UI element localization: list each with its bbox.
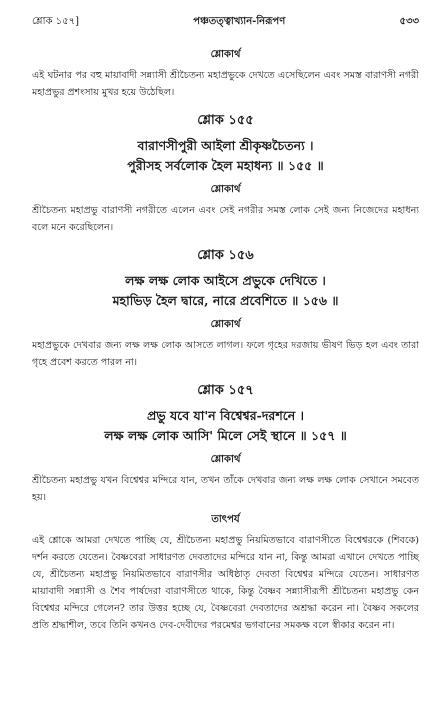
verse-line: লক্ষ লক্ষ লোক আসি' মিলে সেই স্থানে ॥ ১৫৭ ॥ — [104, 428, 347, 443]
translation-text: মহাপ্রভুকে দেখবার জন্য লক্ষ লক্ষ লোক আসতে লাগল। ফলে গৃহের দরজায় ভীষণ ভিড় হল এবং তারা গৃহে প্রবেশ করতে পারল না। — [32, 340, 419, 368]
verse-line: বারাণসীপুরী আইলা শ্রীকৃষ্ণচৈতন্য । — [137, 138, 314, 153]
translation-heading: শ্লোকার্থ — [210, 49, 241, 60]
translation-heading: শ্লোকার্থ — [210, 184, 241, 195]
text-block — [32, 182, 419, 236]
verse-block — [32, 111, 419, 176]
page-number: ৫৩৩ — [399, 16, 419, 27]
verse-title: শ্লোক ১৫৫ — [197, 113, 254, 128]
purport-heading: তাৎপর্য — [211, 514, 240, 525]
purport-text: এই শ্লোকে আমরা দেখতে পাচ্ছি যে, শ্রীচৈতন্য মহাপ্রভু নিয়মিতভাবে বারাণসীতে বিশ্বেশ্বরকে (শিবকে) দর্শন করতে যেতেন। বৈষ্ণবেরা সাধারণত দেবতাদের মন্দিরে যান না, কিন্তু আমরা এখানে দেখতে পাচ্ছি যে, শ্রীচৈতন্য মহাপ্রভু নিয়মিতভাবে বারাণসীর অধিষ্ঠাতৃ দেবতা বিশ্বেশ্বর মন্দিরে যেতেন। সাধারণত মায়াবাদী সন্ন্যাসী ও শৈব পার্ষদেরা বারাণসীতে থাকে, কিন্তু বৈষ্ণব সন্ন্যাসীরূপী শ্রীচৈতন্য মহাপ্রভু কেন বিশ্বেশ্বর মন্দিরে গেলেন? তার উত্তর হচ্ছে যে, বৈষ্ণবেরা দেবতাদের অশ্রদ্ধা করেন না। বৈষ্ণব সকলের প্রতি শ্রদ্ধাশীল, তবে তিনি কখনও দেব-দেবীদের পরমেশ্বর ভগবানের সমকক্ষ বলে স্বীকার করেন না। — [32, 535, 419, 631]
verse-line: লক্ষ লক্ষ লোক আইসে প্রভুকে দেখিতে । — [125, 273, 326, 288]
verse-line: মহাভিড় হৈল দ্বারে, নারে প্রবেশিতে ॥ ১৫৬ ॥ — [112, 293, 339, 308]
header-chapter-title: পঞ্চতত্ত্বাখ্যান-নিরূপণ — [193, 16, 286, 27]
translation-text: শ্রীচৈতন্য মহাপ্রভু যখন বিশ্বেশ্বর মন্দিরে যান, তখন তাঁকে দেখবার জন্য লক্ষ লক্ষ লোক সেখানে সমবেত হয়। — [32, 475, 419, 503]
verse-block — [32, 246, 419, 311]
page-header — [32, 14, 419, 31]
text-block — [32, 452, 419, 506]
text-block — [32, 317, 419, 371]
translation-heading: শ্লোকার্থ — [210, 319, 241, 330]
verse-line: প্রভু যবে যা'ন বিশ্বেশ্বর-দরশনে । — [146, 408, 305, 423]
purport-block — [32, 512, 419, 634]
verse-block — [32, 381, 419, 446]
verse-line: পুরীসহ সর্বলোক হৈল মহাধন্য ॥ ১৫৫ ॥ — [127, 158, 324, 173]
header-verse-ref: শ্লোক ১৫৭] — [32, 16, 80, 27]
verse-title: শ্লোক ১৫৬ — [197, 248, 254, 263]
translation-text: শ্রীচৈতন্য মহাপ্রভু বারাণসী নগরীতে এলেন এবং সেই নগরীর সমস্ত লোক সেই জন্য নিজেদের মহাধন্য বলে মনে করেছিলেন। — [32, 205, 419, 233]
text-block — [32, 47, 419, 101]
verse-title: শ্লোক ১৫৭ — [197, 383, 254, 398]
translation-heading: শ্লোকার্থ — [210, 454, 241, 465]
translation-text: এই ঘটনার পর বহু মায়াবাদী সন্ন্যাসী শ্রীচৈতন্য মহাপ্রভুকে দেখতে এসেছিলেন এবং সমস্ত বারাণসী নগরী মহাপ্রভুর প্রশংসায় মুখর হয়ে উঠেছিল। — [32, 70, 419, 98]
